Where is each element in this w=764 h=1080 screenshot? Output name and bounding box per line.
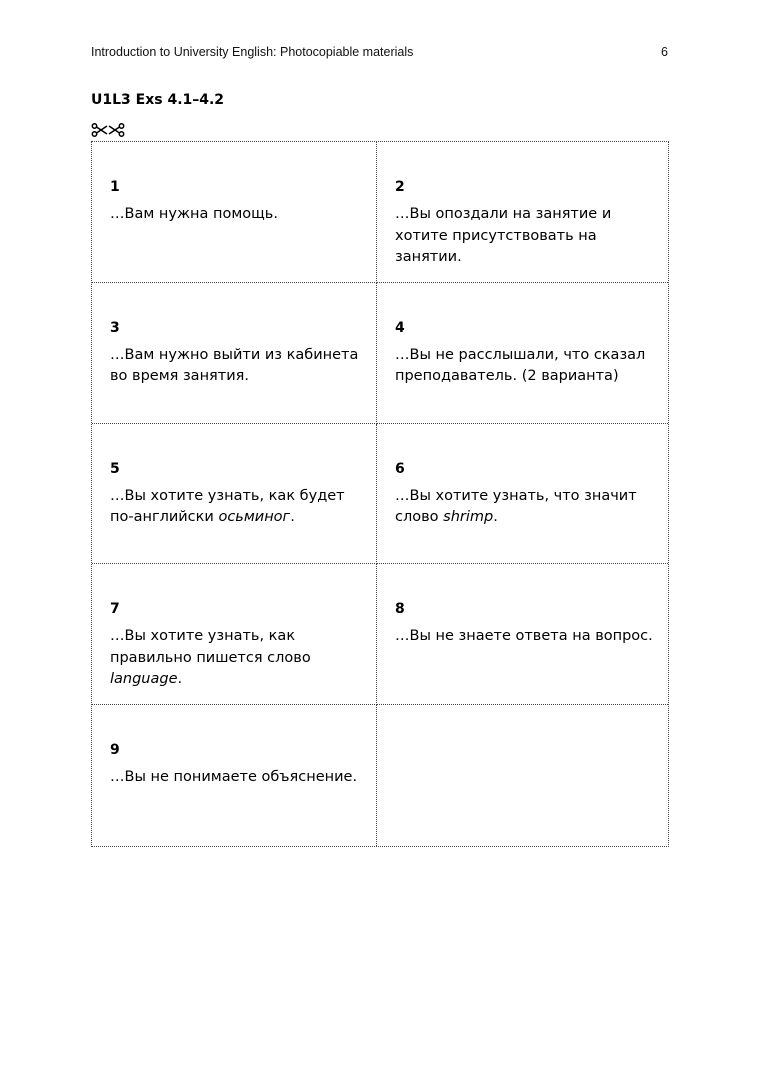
card-grid <box>91 141 669 847</box>
card-1 <box>92 142 377 283</box>
card-5 <box>92 424 377 565</box>
card-number: 2 <box>395 179 405 195</box>
card-number: 7 <box>110 601 120 618</box>
card-text: …Вы не расслышали, что сказал преподаватель. (2 варианта) <box>395 346 646 385</box>
card-number: 3 <box>110 319 120 336</box>
card-text: …Вы хотите узнать, что значит слово shrimp. <box>395 487 637 526</box>
card-number: 6 <box>395 460 405 477</box>
italic-word: осьминог <box>218 509 291 526</box>
card-number: 8 <box>395 601 405 618</box>
card-2 <box>377 142 668 283</box>
card-number: 9 <box>110 742 120 759</box>
card-text: …Вы опоздали на занятие и хотите присутствовать на занятии. <box>395 206 612 265</box>
card-text: …Вам нужна помощь. <box>110 206 278 222</box>
card-8 <box>377 564 668 705</box>
card-6 <box>377 424 668 565</box>
running-header-title: Introduction to University English: Photocopiable materials <box>91 45 414 59</box>
card-text: …Вы хотите узнать, как правильно пишется слово language. <box>110 628 311 688</box>
card-text: …Вы хотите узнать, как будет по-английски осьминог. <box>110 487 345 526</box>
page-number: 6 <box>661 45 668 59</box>
section-title: U1L3 Exs 4.1–4.2 <box>91 92 225 108</box>
card-text: …Вам нужно выйти из кабинета во время занятия. <box>110 346 359 385</box>
card-number: 4 <box>395 319 405 336</box>
card-7 <box>92 564 377 705</box>
card-3 <box>92 283 377 424</box>
card-text: …Вы не знаете ответа на вопрос. <box>395 628 653 645</box>
card-number: 5 <box>110 460 120 477</box>
italic-word: language <box>110 671 178 688</box>
scissors-icon <box>91 123 125 137</box>
italic-word: shrimp <box>443 509 494 526</box>
card-4 <box>377 283 668 424</box>
card-9 <box>92 705 377 846</box>
card-number: 1 <box>110 179 120 195</box>
card-empty <box>377 705 668 846</box>
card-text: …Вы не понимаете объяснение. <box>110 769 358 786</box>
